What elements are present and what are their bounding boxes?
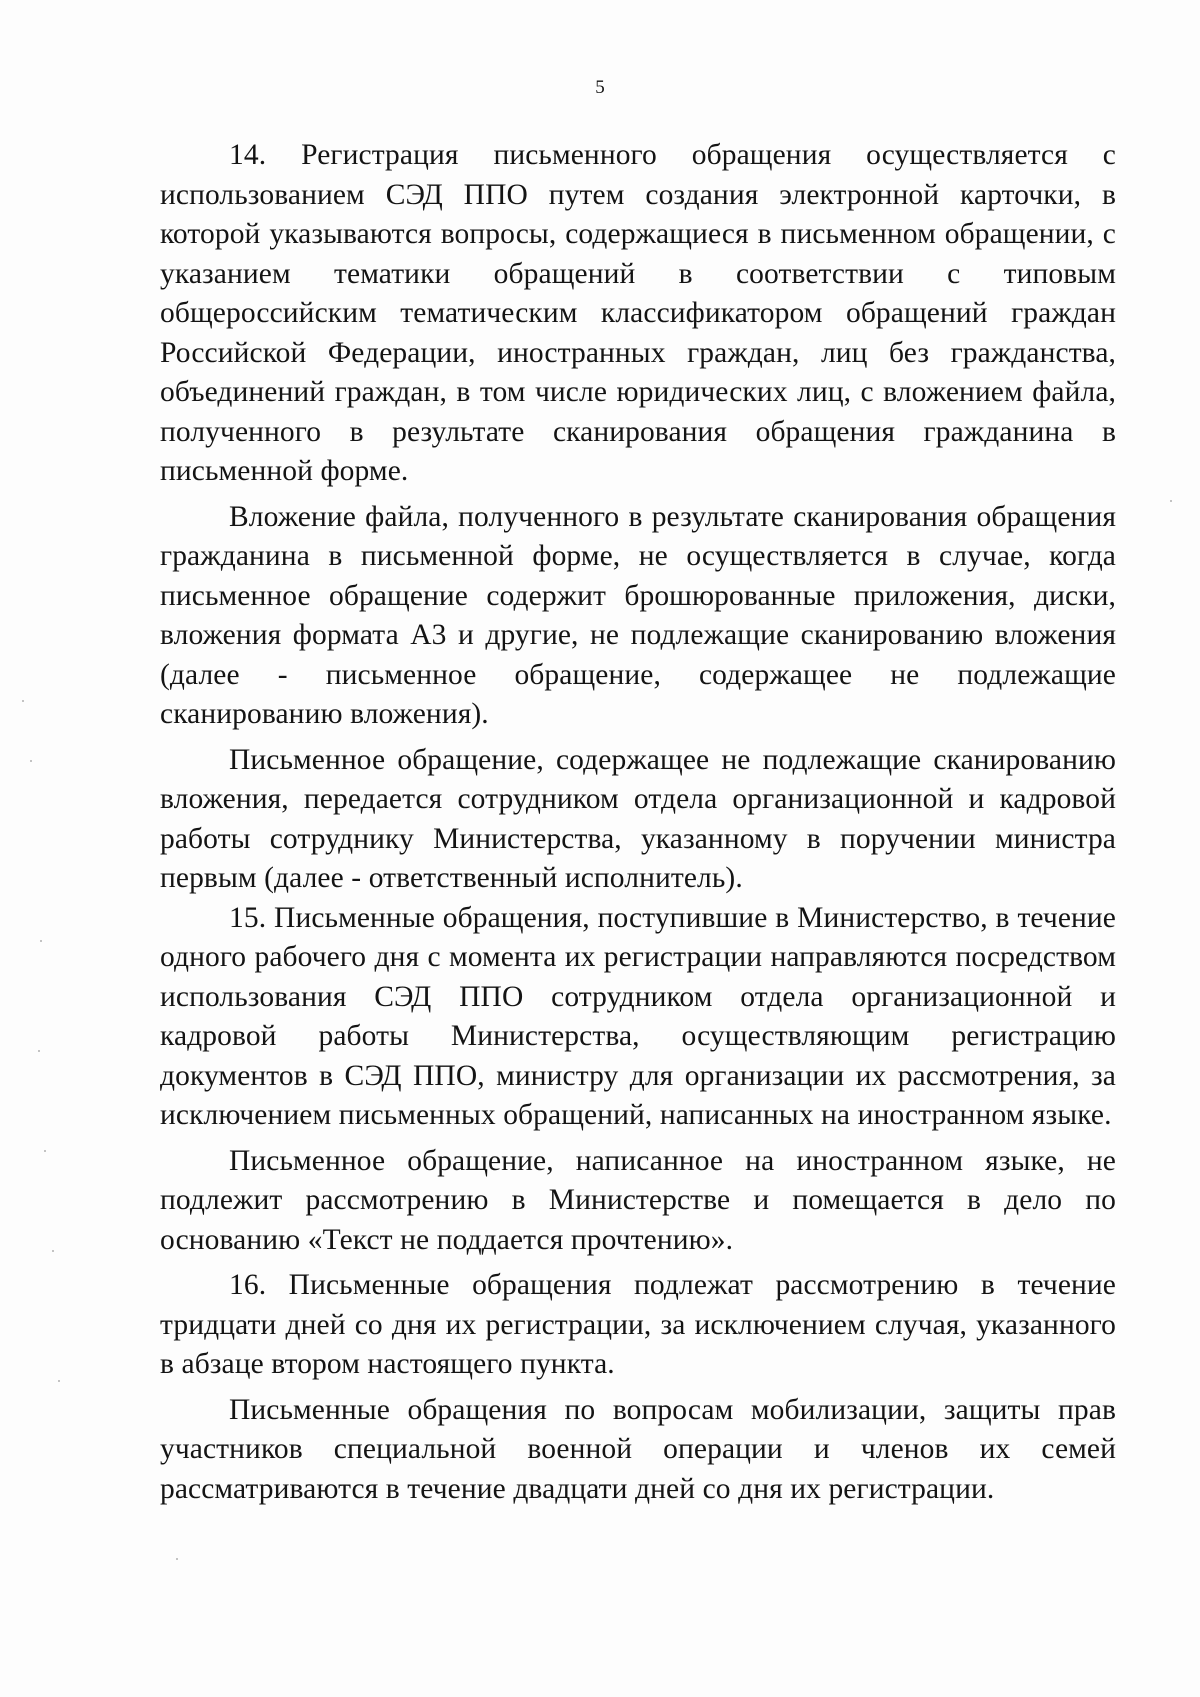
paragraph-attachment-scan: Вложение файла, полученного в результате сканирования обращения гражданина в письменной форме, не осуществляется в случае, когда письменное обращение содержит брошюрованные приложения, диски, вложения формата А3 и другие, не подлежащие сканированию вложения (далее - письменное обращение, содержащее не подлежащие сканированию вложения). bbox=[160, 500, 1116, 730]
page-number: 5 bbox=[595, 77, 605, 98]
paragraph-14: 14. Регистрация письменного обращения осуществляется с использованием СЭД ППО путем создания электронной карточки, в которой указываются вопросы, содержащиеся в письменном обращении, с указанием тематики обращений в соответствии с типовым общероссийским тематическим классификатором обращений граждан Российской Федерации, иностранных граждан, лиц без гражданства, объединений граждан, в том числе юридических лиц, с вложением файла, полученного в результате сканирования обращения гражданина в письменной форме. bbox=[160, 139, 1116, 487]
paragraph-15: 15. Письменные обращения, поступившие в Министерство, в течение одного рабочего дня с момента их регистрации направляются посредством использования СЭД ППО сотрудником отдела организационной и кадровой работы Министерства, осуществляющим регистрацию документов в СЭД ППО, министру для организации их рассмотрения, за исключением письменных обращений, написанных на иностранном языке. bbox=[160, 901, 1116, 1131]
document-body bbox=[160, 136, 1116, 1515]
paragraph-mobilization: Письменные обращения по вопросам мобилизации, защиты прав участников специальной военной операции и членов их семей рассматриваются в течение двадцати дней со дня их регистрации. bbox=[160, 1393, 1116, 1505]
paragraph-16: 16. Письменные обращения подлежат рассмотрению в течение тридцати дней со дня их регистрации, за исключением случая, указанного в абзаце втором настоящего пункта. bbox=[160, 1269, 1116, 1380]
paragraph-non-scannable: Письменное обращение, содержащее не подлежащие сканированию вложения, передается сотрудником отдела организационной и кадровой работы сотруднику Министерства, указанному в поручении министра первым (далее - ответственный исполнитель). bbox=[160, 743, 1116, 894]
paragraph-foreign-language: Письменное обращение, написанное на иностранном языке, не подлежит рассмотрению в Министерстве и помещается в дело по основанию «Текст не поддается прочтению». bbox=[160, 1144, 1116, 1256]
